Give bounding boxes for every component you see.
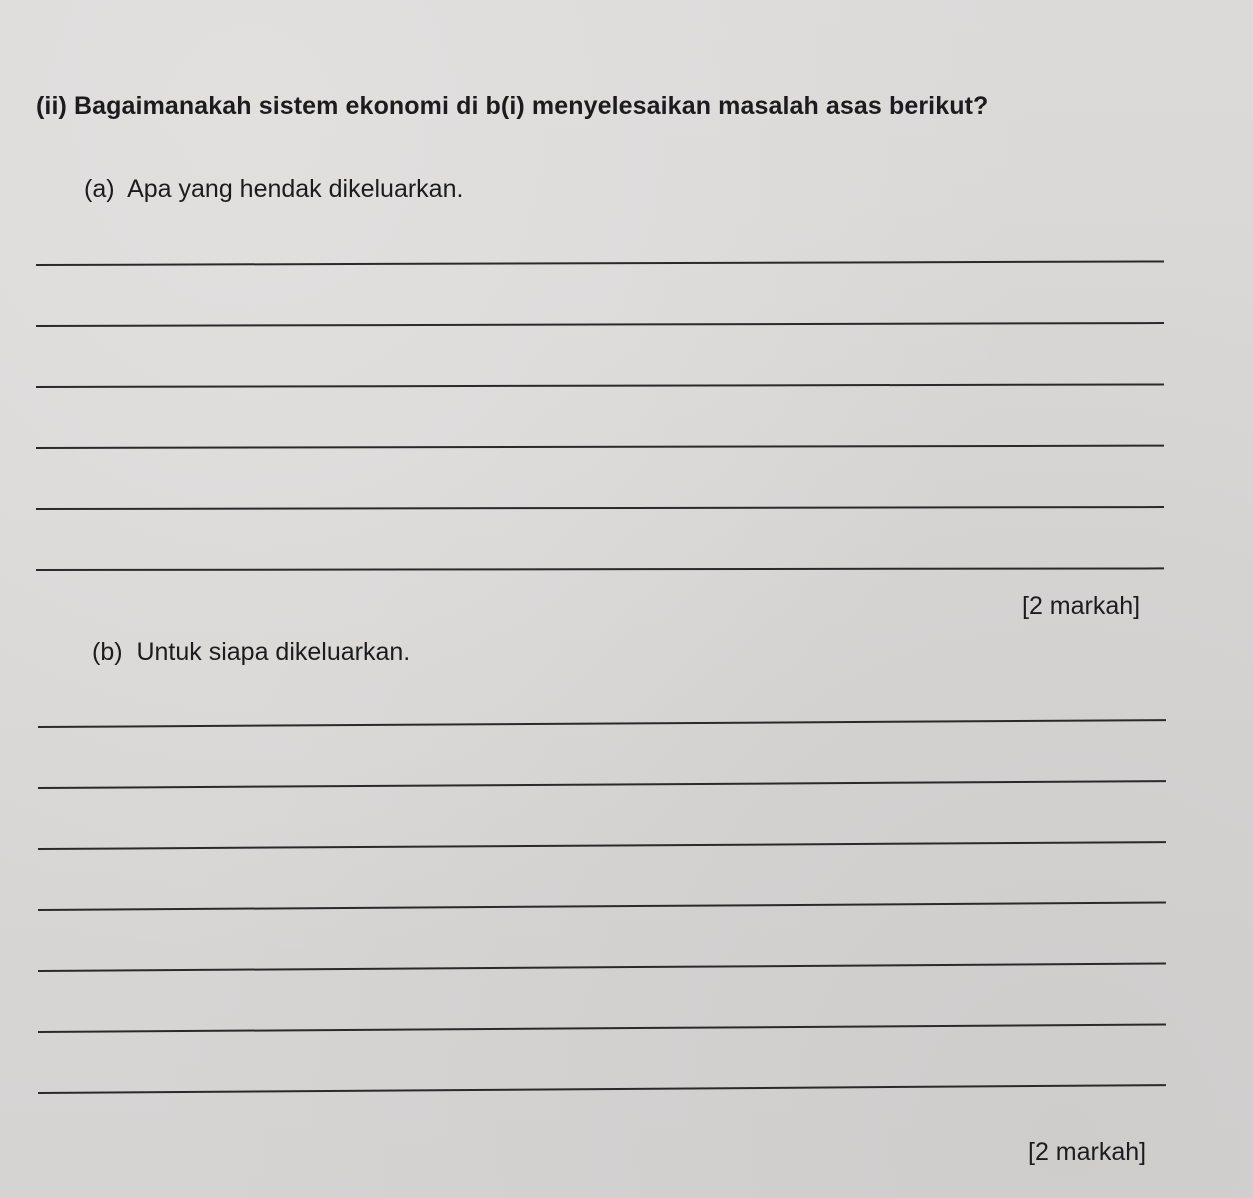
answer-line-b-7[interactable] bbox=[38, 1084, 1166, 1094]
part-b-text: Untuk siapa dikeluarkan. bbox=[136, 638, 411, 666]
answer-line-a-1[interactable] bbox=[36, 260, 1164, 266]
answer-line-a-6[interactable] bbox=[36, 567, 1164, 571]
question-ii-text: (ii) Bagaimanakah sistem ekonomi di b(i) menyelesaikan masalah asas berikut? bbox=[36, 92, 989, 120]
answer-line-a-4[interactable] bbox=[36, 445, 1164, 449]
answer-line-b-1[interactable] bbox=[38, 719, 1166, 728]
part-b-marks: [2 markah] bbox=[1028, 1138, 1147, 1166]
answer-line-b-2[interactable] bbox=[38, 780, 1166, 789]
part-a-marks: [2 markah] bbox=[1022, 592, 1141, 620]
answer-line-a-3[interactable] bbox=[36, 383, 1164, 388]
part-a-label: (a) bbox=[84, 175, 115, 203]
answer-line-b-6[interactable] bbox=[38, 1024, 1166, 1033]
part-b-label: (b) bbox=[92, 638, 123, 666]
part-a-prompt bbox=[84, 175, 463, 204]
answer-line-a-2[interactable] bbox=[36, 322, 1164, 327]
part-a-text: Apa yang hendak dikeluarkan. bbox=[127, 175, 464, 203]
part-b-prompt bbox=[92, 638, 410, 667]
answer-line-b-3[interactable] bbox=[38, 841, 1166, 850]
answer-line-a-5[interactable] bbox=[36, 506, 1164, 510]
answer-line-b-5[interactable] bbox=[38, 963, 1166, 972]
answer-line-b-4[interactable] bbox=[38, 902, 1166, 911]
